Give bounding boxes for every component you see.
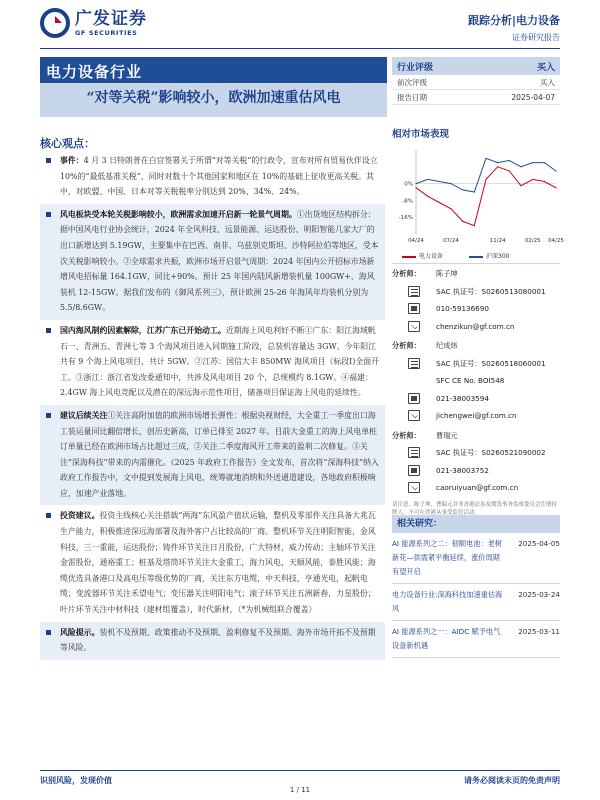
data-point (485, 179, 486, 180)
email-icon (408, 482, 420, 493)
data-point (532, 179, 533, 180)
legend-label: 电力设备 (419, 253, 444, 260)
paragraph-lead: 风电板块受本轮关税影响较小，欧洲需求加速开启新一轮景气周期。 (60, 209, 297, 219)
report-series: 证券研究报告 (512, 33, 560, 42)
title-band (40, 57, 387, 117)
id-card-icon (408, 447, 420, 458)
related-item[interactable] (392, 533, 560, 584)
analyst-role: 分析师： (392, 269, 421, 278)
data-point (544, 181, 545, 182)
legend-item-sector (402, 251, 443, 260)
related-item-date: 2025-03-11 (518, 627, 560, 636)
paragraph-lead: 事件： (60, 156, 84, 165)
core-paragraph (40, 204, 385, 320)
bullet-icon (46, 413, 51, 418)
analyst-email-row (392, 479, 560, 497)
analyst-sac: SAC 执证号：S0260518060001 (436, 358, 546, 368)
analyst-phone: 021-38003594 (436, 393, 489, 403)
data-point (474, 225, 475, 226)
analyst-sac-row (392, 283, 560, 301)
footer-disclaimer: 请务必阅读末页的免责声明 (464, 776, 560, 785)
analyst-list (392, 265, 560, 517)
analyst-disclaimer: 请注意，陈子坤、曹瑞元并非香港证券及期货事务监察委员会注册持牌人，不可在香港从事受监管活动。 (392, 501, 558, 516)
data-point (532, 162, 533, 163)
data-point (450, 183, 451, 184)
rating-value: 买入 (536, 62, 555, 73)
analyst-sac-row (392, 355, 560, 373)
bullet-icon (46, 328, 51, 333)
legend-swatch (402, 256, 416, 258)
analyst-phone-row (392, 300, 560, 318)
analyst-name-row (392, 337, 560, 355)
related-item-title[interactable]: AI 能源系列之一：AIDC 赋予电气设备新机遇 (392, 627, 501, 650)
analyst-card (392, 337, 560, 425)
related-research (392, 515, 560, 658)
market-title: 相对市场表现 (392, 129, 450, 140)
data-point (450, 208, 451, 209)
logo-en-text: GF SECURITIES (75, 29, 138, 37)
related-item-date: 2025-04-05 (518, 539, 560, 548)
related-item-date: 2025-03-24 (518, 590, 560, 599)
analyst-email[interactable]: jichengwei@gf.com.cn (436, 411, 517, 420)
bullet-icon (46, 158, 51, 163)
rating-header (392, 57, 560, 75)
data-point (415, 187, 416, 188)
report-header (0, 0, 600, 50)
y-tick-label: -8% (402, 198, 413, 205)
footer-divider (40, 770, 560, 771)
id-card-icon (408, 286, 420, 297)
analyst-name-row (392, 427, 560, 445)
logo-cn-text: 广发证券 (75, 9, 147, 29)
id-card-icon (408, 358, 420, 369)
data-point (509, 160, 510, 161)
core-paragraph (40, 150, 385, 204)
phone-icon (408, 303, 420, 314)
core-title: 核心观点： (40, 137, 95, 150)
core-paragraph (40, 405, 385, 506)
chart-legend (402, 251, 509, 260)
y-tick-label: 0% (404, 181, 413, 188)
analyst-sfc-row (392, 372, 560, 390)
paragraph-text: 近期海上风电利好不断①广东：阳江海域帆石一、青洲五、青洲七等 3 个海风项目进入同期施工阶段，总装机容量达 3GW。今年阳江共有 9 个海上风电项目，共计 5GW。②江苏：国信大丰 850MW 海风项目（标段Ⅰ)全面开工。③浙江：浙江省发改委通知中，共涉及风电项目 20 个，总规模约 8.1GW。④福建：2.4GW 海上风电竞配以及潜在的深远海示范性项目，储备项目保证海上风电的延续性。 (60, 325, 380, 398)
phone-icon (408, 465, 420, 476)
bullet-icon (46, 630, 51, 635)
paragraph-text: 装机不及预期、政策推动不及预期、盈利修复不及预期、海外市场开拓不及预期等风险。 (60, 627, 376, 653)
data-point (439, 181, 440, 182)
analyst-role: 分析师： (392, 430, 421, 440)
legend-swatch (469, 256, 483, 258)
gf-logo-icon (40, 8, 70, 38)
rating-table (392, 57, 560, 105)
email-icon (408, 321, 420, 332)
relative-performance-chart (392, 144, 564, 264)
paragraph-text: 投资主线核心关注搭载“两海”东风盈产值状运输，整机及零部件关注具备大兆瓦生产能力，积极推进深远海部署及海外客户占比较高的厂商。整机环节关注明阳智能，金风科技，三一重能，运达股份；铸件环节关注日月股份，广大特材，威力传动；主轴环节关注金雷股份，通裕重工；桩基及塔筒环节关注大金重工，海力风电，天顺风能，泰胜风能；海缆优选具备港口及高电压等级优势的厂商，关注东方电缆，中天科技，亨通光电，起帆电缆；变流器环节关注禾望电气；变压器关注明阳电气；滚子环节关注五洲新春，力星股份；叶片环节关注中材科技（建材组覆盖），时代新材，（*为机械组联合覆盖） (60, 511, 376, 615)
data-point (462, 221, 463, 222)
core-paragraph (40, 622, 385, 660)
analyst-name-row (392, 265, 560, 283)
data-point (509, 170, 510, 171)
analyst-sac: SAC 执证号：S0260513080001 (436, 286, 546, 296)
core-views (40, 150, 385, 660)
x-tick-label: 04/24 (408, 238, 424, 244)
core-paragraph (40, 320, 385, 405)
paragraph-text: 4 月 3 日特朗普在白宫签署关于所谓“对等关税”的行政令，宣布对所有贸易伙伴设立 10%的“最低基准关税”，同时对数十个其他国家和地区在 10%的基础上征收更高关税。其中，对欧盟、中国、日本对等关税税率分别达到 20%、34%、24%。 (60, 156, 378, 197)
analyst-name: 纪成炜 (436, 341, 458, 350)
performance-chart-svg (392, 144, 564, 248)
rating-row (392, 75, 560, 90)
data-point (439, 202, 440, 203)
rating-row-value: 2025-04-07 (511, 92, 555, 102)
legend-item-index (469, 251, 509, 260)
paragraph-text: ①出货地区结构拆分：据中国风电行业协会统计，2024 年全风科技、远景能源、运达股份、明阳智能几家大厂的出口新增达到 5.19GW，主要集中在巴西、南非、乌兹别克斯坦、沙特阿拉伯等地区，受本次关税影响较小。②全球需求共振，欧洲市场开启景气周期：2024 年国内公开招标市场新增风电招标量 164.1GW，同比+90%。预计 25 年国内陆风新增装机量 100GW+，海风装机 12-15GW。据我们发布的《御风系列三》，预计欧洲 25-26 年海风年均装机分别为 5.5/8.6GW。 (60, 209, 379, 313)
company-logo (40, 8, 147, 38)
paragraph-lead: 国内海风制约因素解除，江苏广东已开始动工。 (60, 325, 226, 335)
data-point (544, 162, 545, 163)
report-type: 跟踪分析|电力设备 (467, 14, 560, 27)
legend-label: 沪深300 (486, 253, 510, 260)
analyst-name: 曹瑞元 (436, 430, 458, 440)
analyst-email-row (392, 407, 560, 425)
data-point (415, 183, 416, 184)
paragraph-text: ①关注高附加值的欧洲市场增长弹性：根据央视财经，大全重工一季度出口海工装运量同比翻倍增长，创历史新高，订单已排至 2027 年。目前大金重工的海上风电单桩订单量已经在欧洲市场占比超过三成，②关注二季度海风开工带来的盈利二次修复。③关注“深海科技”带来的内需催化。《2025 年政府工作报告》全文发布，首次将“深海科技”纳入政府工作报告中，文中提到发展海上风电，统筹就地消纳和外送通道建设，各地政府积极响应，加速产业落地。 (60, 410, 379, 498)
bullet-icon (46, 212, 51, 217)
analyst-card (392, 265, 560, 335)
analyst-phone-row (392, 390, 560, 408)
data-point (520, 166, 521, 167)
analyst-name: 陈子坤 (436, 269, 458, 278)
analyst-role: 分析师： (392, 341, 421, 350)
analyst-sac-row (392, 444, 560, 462)
paragraph-lead: 建议后续关注 (60, 410, 108, 420)
related-item-title[interactable]: AI 能源系列之二：韧顺电池：老树新花—供需紧平衡延续，涨价周期有望开启 (392, 539, 502, 576)
data-point (427, 179, 428, 180)
related-item-title[interactable]: 电力设备行业:深海科技加速重估海风 (392, 590, 503, 613)
x-tick-label: 11/24 (489, 238, 506, 244)
data-point (497, 162, 498, 163)
analyst-sac: SAC 执证号：S0260521090002 (436, 448, 546, 457)
x-tick-label: 04/25 (548, 238, 564, 244)
data-point (520, 185, 521, 186)
analyst-email-row (392, 318, 560, 336)
x-tick-label: 07/24 (443, 238, 459, 244)
analyst-sfc: SFC CE No. BOI548 (436, 376, 505, 385)
series-line-sector (416, 167, 556, 226)
data-point (474, 191, 475, 192)
data-point (462, 189, 463, 190)
rating-row (392, 90, 560, 105)
email-icon (408, 410, 420, 421)
data-point (427, 196, 428, 197)
data-point (497, 166, 498, 167)
industry-title: 电力设备行业 (40, 57, 387, 83)
bullet-icon (46, 513, 51, 518)
analyst-email[interactable]: caoruiyuan@gf.com.cn (436, 483, 519, 492)
rating-row-key: 前次评级 (397, 77, 427, 87)
analyst-phone-row (392, 462, 560, 480)
related-item[interactable] (392, 621, 560, 658)
related-title: 相关研究： (392, 515, 560, 533)
analyst-phone: 010-59136690 (436, 304, 489, 313)
market-performance (392, 126, 564, 264)
report-headline: “对等关税”影响较小，欧洲加速重估风电 (86, 90, 341, 106)
related-item[interactable] (392, 584, 560, 621)
analyst-phone: 021-38003752 (436, 465, 489, 475)
data-point (555, 187, 556, 188)
series-line-index (416, 158, 556, 192)
phone-icon (408, 393, 420, 404)
data-point (555, 170, 556, 171)
rating-label: 行业评级 (397, 62, 434, 73)
y-tick-label: -16% (398, 215, 413, 222)
footer-slogan: 识别风险，发现价值 (40, 776, 112, 785)
data-point (485, 158, 486, 159)
analyst-email[interactable]: chenzikun@gf.com.cn (436, 321, 515, 331)
rating-row-value: 买入 (540, 77, 555, 87)
page-number: 1 / 11 (289, 786, 311, 794)
paragraph-lead: 投资建议。 (60, 511, 100, 521)
x-tick-label: 02/25 (524, 238, 541, 244)
analyst-card (392, 427, 560, 497)
core-paragraph (40, 505, 385, 621)
rating-row-key: 报告日期 (397, 92, 427, 102)
header-divider (40, 48, 560, 49)
paragraph-lead: 风险提示。 (60, 627, 100, 637)
